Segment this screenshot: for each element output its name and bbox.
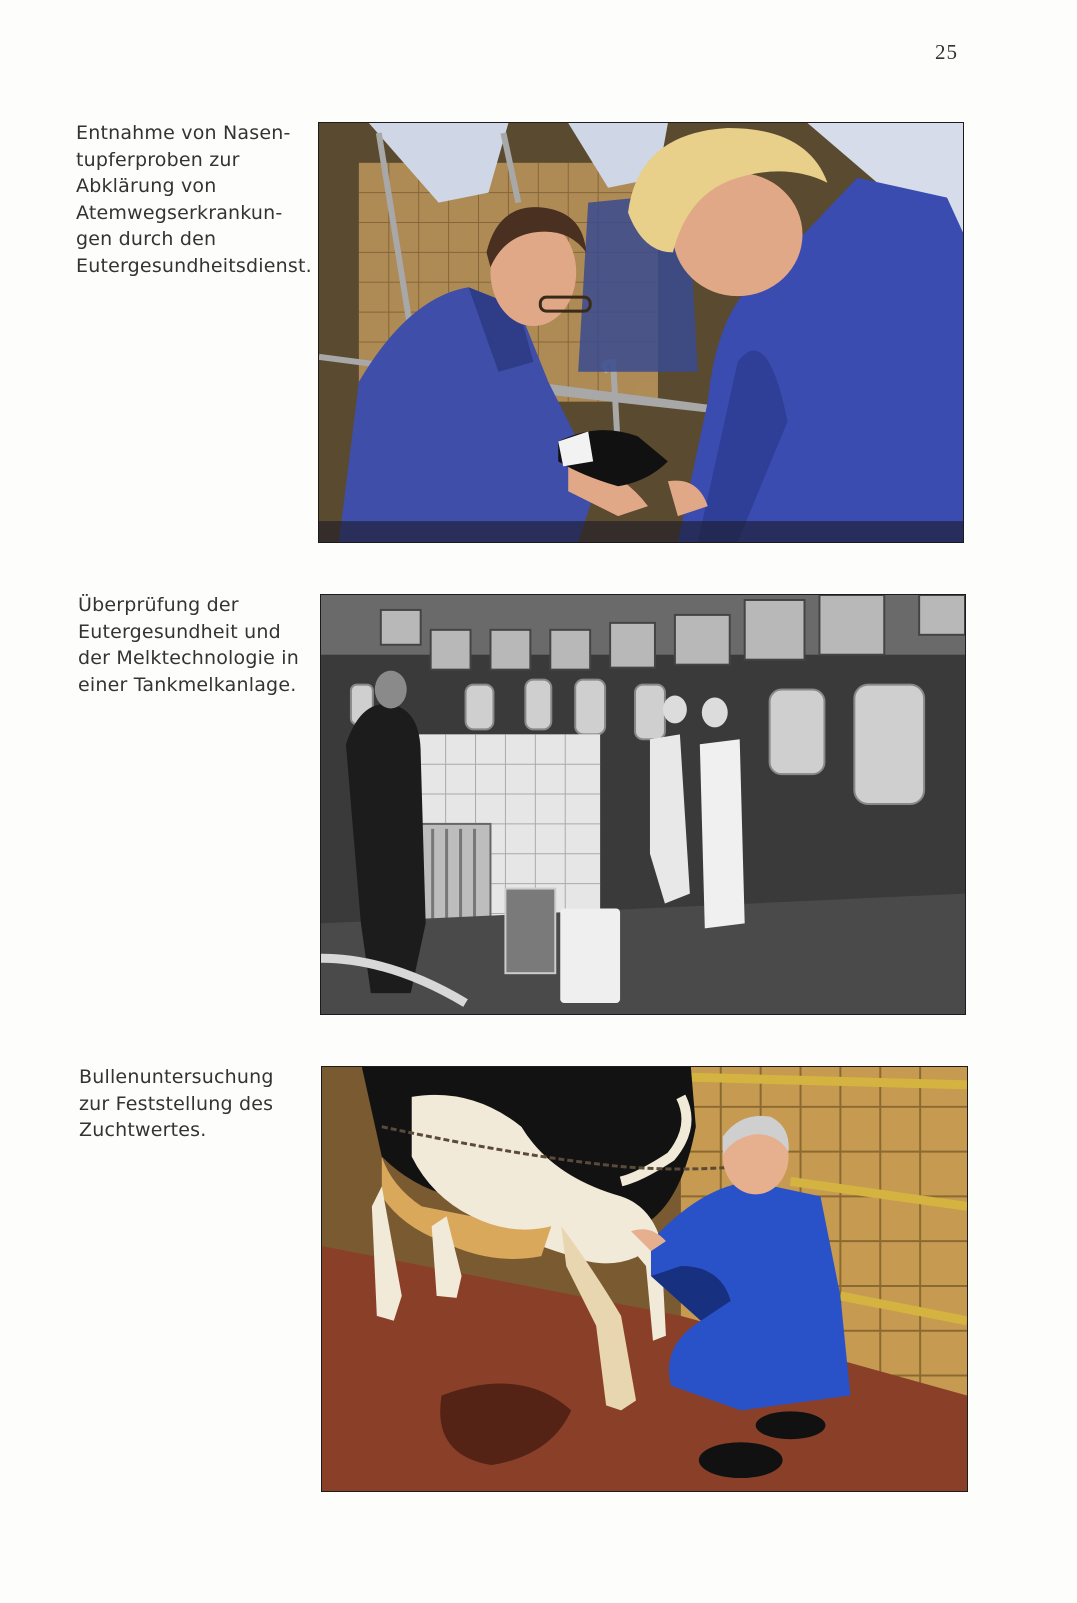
caption-line: Abklärung von [76, 175, 217, 198]
caption-line: Entnahme von Nasen- [76, 122, 291, 144]
photo-nasal-swab [318, 122, 964, 543]
photo-bull-examination [321, 1066, 968, 1492]
photo-milking-parlour [320, 594, 966, 1015]
caption-line: einer Tankmelkanlage. [78, 673, 297, 696]
caption-milking-parlour [78, 592, 299, 698]
caption-line: Eutergesundheitsdienst. [76, 254, 312, 277]
caption-line: Atemwegserkrankun- [76, 201, 283, 224]
caption-line: Zuchtwertes. [79, 1119, 207, 1142]
photo-nasal-swab-illustration [319, 123, 963, 542]
caption-line: zur Feststellung des [79, 1092, 274, 1115]
caption-line: der Melktechnologie in [78, 647, 299, 670]
caption-line: Bullenuntersuchung [79, 1066, 274, 1088]
caption-line: Eutergesundheit und [78, 620, 281, 643]
caption-bull-examination [79, 1064, 274, 1144]
caption-nasal-swab [76, 120, 312, 280]
caption-line: tupferproben zur [76, 148, 240, 171]
caption-line: Überprüfung der [78, 594, 239, 616]
photo-bull-examination-illustration [322, 1067, 967, 1491]
caption-line: gen durch den [76, 228, 217, 251]
photo-milking-parlour-illustration [321, 595, 965, 1014]
page-number: 25 [935, 40, 958, 64]
